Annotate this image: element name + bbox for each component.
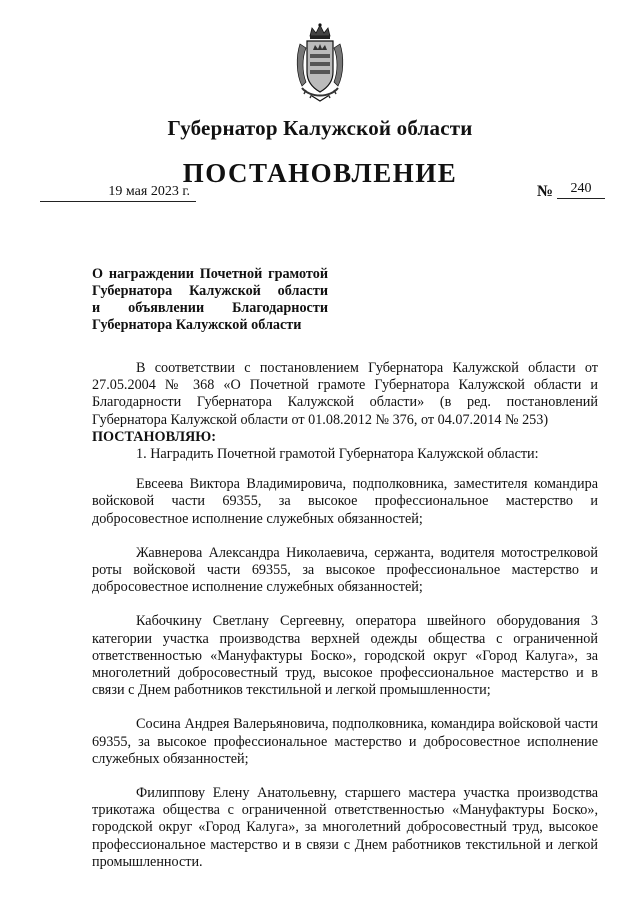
title-line: Губернатора Калужской области [92,283,328,299]
document-number: 240 [557,180,605,199]
preamble: В соответствии с постановлением Губернатора Калужской области от 27.05.2004 № 368 «О Почетной грамоте Губернатора Калужской области и Благодарности Губернатора Калужской области» (в ред. постановлений Губернатора Калужской области от 01.08.2012 № 376, от 04.07.2014 № 253) [92,360,598,428]
document-type: ПОСТАНОВЛЕНИЕ [182,158,458,188]
decree-word: ПОСТАНОВЛЯЮ: [92,428,217,445]
awardee-paragraph: Филиппову Елену Анатольевну, старшего мастера участка производства трикотажа общества с ограниченной ответственностью «Мануфактуры Боско», городской округ «Город Калуга», за многолетний добросовестный труд, высокое профессиональное мастерство и в связи с Днем работников текстильной и легкой промышленности. [92,785,598,870]
coat-of-arms-icon [292,22,348,102]
issuing-authority: Губернатор Калужской области [167,116,473,140]
title-line: и объявлении Благодарности [92,300,328,316]
document-body [92,360,598,888]
number-label: № [537,183,554,200]
awardee-paragraph: Жавнерова Александра Николаевича, сержанта, водителя мотострелковой роты войсковой части 69355, за высокое профессиональное мастерство и добросовестное исполнение служебных обязанностей; [92,544,598,596]
item-1: 1. Наградить Почетной грамотой Губернатора Калужской области: [136,446,539,463]
document-title [92,266,328,334]
awardee-paragraph: Сосина Андрея Валерьяновича, подполковника, командира войсковой части 69355, за высокое профессиональное мастерство и добросовестное исполнение служебных обязанностей; [92,716,598,767]
title-line: Губернатора Калужской области [92,317,302,333]
awardee-paragraph: Евсеева Виктора Владимировича, подполковника, заместителя командира войсковой части 69355, за высокое профессиональное мастерство и добросовестное исполнение служебных обязанностей; [92,476,598,527]
title-line: О награждении Почетной грамотой [92,266,328,282]
document-date: 19 мая 2023 г. [40,183,196,202]
awardee-paragraph: Кабочкину Светлану Сергеевну, оператора швейного оборудования 3 категории участка производства верхней одежды общества с ограниченной ответственностью «Мануфактуры Боско», городской округ «Город Калуга», за многолетний добросовестный труд, высокое профессиональное мастерство и в связи с Днем работников текстильной и легкой промышленности; [92,613,598,699]
